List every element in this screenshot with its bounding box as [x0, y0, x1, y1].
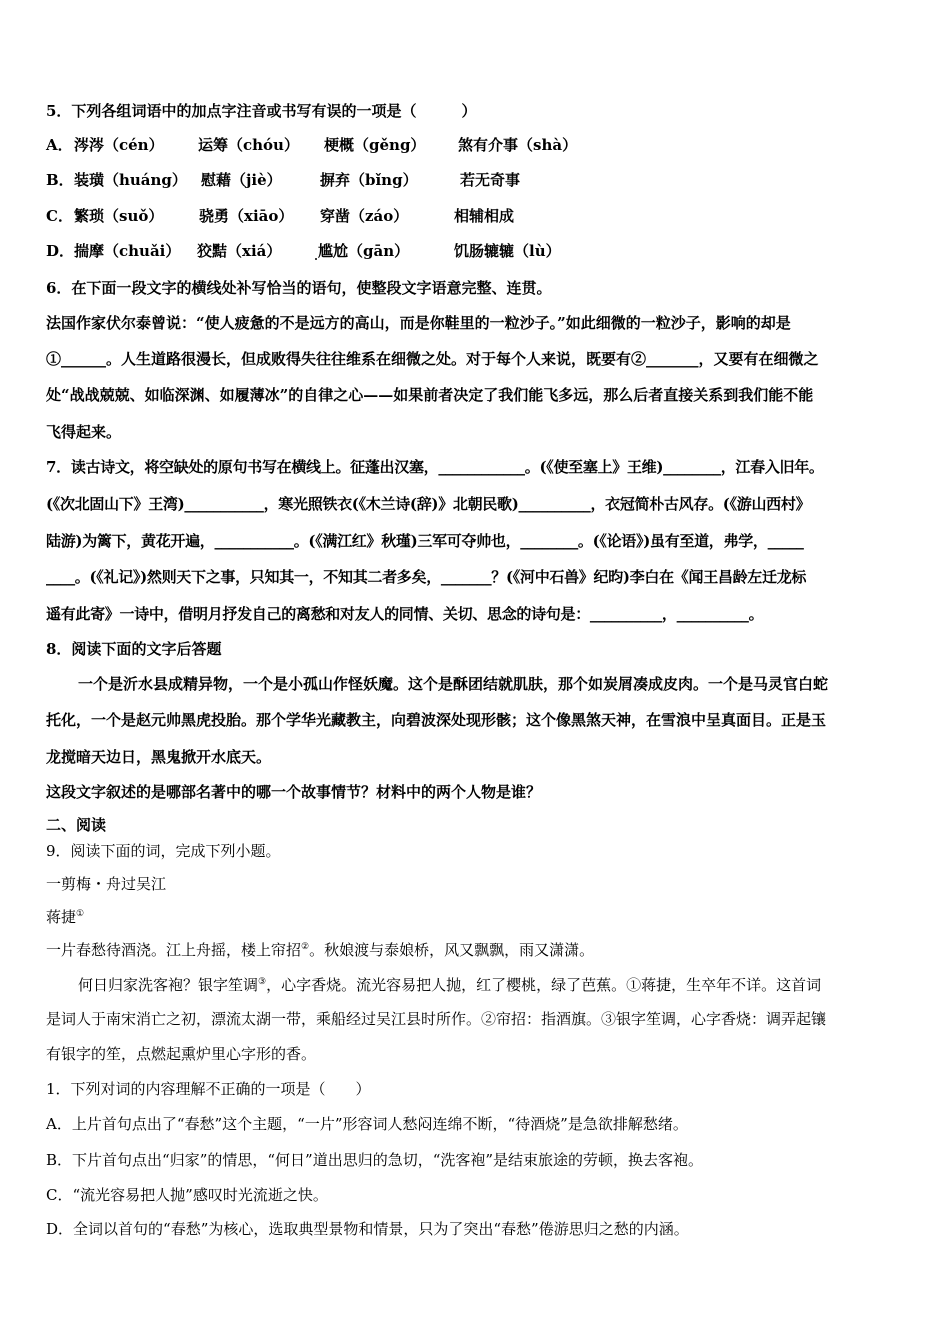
option-word-2: 骁勇（xiāo） — [199, 207, 294, 225]
option-word-1: 繁琐（suǒ） — [74, 207, 164, 225]
option-label: C． — [46, 207, 73, 225]
q5-option-a — [46, 134, 926, 156]
option-word-1: 涔涔（cén） — [74, 136, 164, 154]
section-title: 二、阅读 — [46, 816, 107, 834]
poem-text: 一片春愁待酒浇。江上舟摇，楼上帘招 — [46, 941, 302, 959]
poem-text: 何日归家洗客袍？银字笙调 — [78, 976, 259, 994]
q6-line: 飞得起来。 — [46, 423, 122, 441]
q6-line: ①______。人生道路很漫长，但成败得失往往维系在细微之处。对于每个人来说，既要有②_______，又要有在细微之 — [46, 350, 819, 368]
option-word-3: 穿凿（záo） — [320, 207, 409, 225]
option-word-4: 若无奇事 — [460, 171, 521, 189]
option-word-3: 尴尬（gān） — [318, 242, 410, 260]
q9-stem: 9．阅读下面的词，完成下列小题。 — [46, 842, 281, 860]
option-word-3: 梗概（gěng） — [324, 136, 426, 154]
option-label: B． — [46, 171, 74, 189]
q7-line: 7．读古诗文，将空缺处的原句书写在横线上。征蓬出汉塞，____________。(《使至塞上》王维)________，江春入旧年。 — [46, 458, 824, 476]
q6-line: 法国作家伏尔泰曾说：“使人疲惫的不是远方的高山，而是你鞋里的一粒沙子。”如此细微的一粒沙子，影响的却是 — [46, 314, 791, 332]
option-label: D． — [46, 242, 75, 260]
poem-author — [46, 906, 84, 928]
q7-line: (《次北固山下》王湾)___________，寒光照铁衣(《木兰诗(辞)》北朝民歌)__________，衣冠简朴古风存。(《游山西村》 — [46, 495, 811, 513]
footnote-marker: ① — [76, 909, 85, 919]
option-word-1: 装璜（huáng） — [74, 171, 187, 189]
sub1-stem: 1．下列对词的内容理解不正确的一项是（ ） — [46, 1080, 371, 1098]
q7-line: 陆游)为篱下，黄花开遍，___________。(《满江红》秋瑾)三军可夺帅也，________。(《论语》)虽有至道，弗学，_____ — [46, 532, 804, 550]
q5-option-d — [46, 240, 926, 262]
option-word-2: 慰藉（jiè） — [201, 171, 282, 189]
q8-passage-line: 一个是沂水县成精异物，一个是小孤山作怪妖魔。这个是酥团结就肌肤，那个如炭屑凑成皮肉。一个是马灵官白蛇 — [78, 675, 829, 693]
option-word-1: 揣摩（chuǎi） — [74, 242, 181, 260]
q5-stem: 5．下列各组词语中的加点字注音或书写有误的一项是（ ） — [46, 102, 477, 120]
option-word-4: 煞有介事（shà） — [458, 136, 578, 154]
q8-question: 这段文字叙述的是哪部名著中的哪一个故事情节？材料中的两个人物是谁？ — [46, 783, 542, 801]
q8-passage-line: 龙搅暗天边日，黑鬼掀开水底天。 — [46, 748, 272, 766]
option-word-4: 相辅相成 — [454, 207, 515, 225]
poem-title: 一剪梅・舟过吴江 — [46, 875, 167, 893]
q7-line: ____。(《礼记》)然则天下之事，只知其一，不知其二者多矣，_______？(《河中石兽》纪昀)李白在《闻王昌龄左迁龙标 — [46, 568, 807, 586]
option-word-3: 摒弃（bǐng） — [320, 171, 418, 189]
sub1-option-b: B．下片首句点出“归家”的情思，“何日”道出思归的急切，“洗客袍”是结束旅途的劳顿，换去客袍。 — [46, 1151, 704, 1169]
q8-stem: 8．阅读下面的文字后答题 — [46, 640, 222, 658]
poem-line — [46, 939, 594, 961]
option-label: A． — [46, 136, 73, 154]
poem-line — [78, 974, 821, 996]
option-word-2: 运筹（chóu） — [198, 136, 299, 154]
q8-passage-line: 托化，一个是赵元帅黑虎投胎。那个学华光藏教主，向碧波深处现形骸；这个像黑煞天神，在雪浪中呈真面目。正是玉 — [46, 711, 827, 729]
sub1-option-c: C．“流光容易把人抛”感叹时光流逝之快。 — [46, 1186, 328, 1204]
q7-line: 遥有此寄》一诗中，借明月抒发自己的离愁和对友人的同情、关切、思念的诗句是：__________，__________。 — [46, 605, 764, 623]
option-word-4: 饥肠辘辘（lù） — [454, 242, 561, 260]
author-name: 蒋捷 — [46, 908, 77, 926]
sub1-option-d: D．全词以首句的“春愁”为核心，选取典型景物和情景，只为了突出“春愁”倦游思归之愁的内涵。 — [46, 1220, 689, 1238]
poem-note-line: 是词人于南宋消亡之初，漂流太湖一带，乘船经过吴江县时所作。②帘招：指酒旗。③银字笙调，心字香烧：调弄起镶 — [46, 1010, 827, 1028]
q6-stem: 6．在下面一段文字的横线处补写恰当的语句，使整段文字语意完整、连贯。 — [46, 279, 552, 297]
poem-text: ，心字香烧。流光容易把人抛，红了樱桃，绿了芭蕉。①蒋捷，生卒年不详。这首词 — [266, 976, 822, 994]
sub1-option-a: A．上片首句点出了“春愁”这个主题，“一片”形容词人愁闷连绵不断，“待酒烧”是急欲排解愁绪。 — [46, 1115, 688, 1133]
poem-text: 。秋娘渡与泰娘桥，风又飘飘，雨又潇潇。 — [309, 941, 595, 959]
q5-option-c — [46, 205, 926, 227]
emphasis-dot — [315, 258, 317, 260]
footnote-marker: ③ — [258, 977, 267, 987]
footnote-marker: ② — [301, 942, 310, 952]
option-word-2: 狡黠（xiá） — [197, 242, 282, 260]
q6-line: 处“战战兢兢、如临深渊、如履薄冰”的自律之心——如果前者决定了我们能飞多远，那么后者直接关系到我们能不能 — [46, 386, 814, 404]
q5-option-b — [46, 169, 926, 191]
poem-note-line: 有银字的笙，点燃起熏炉里心字形的香。 — [46, 1045, 317, 1063]
